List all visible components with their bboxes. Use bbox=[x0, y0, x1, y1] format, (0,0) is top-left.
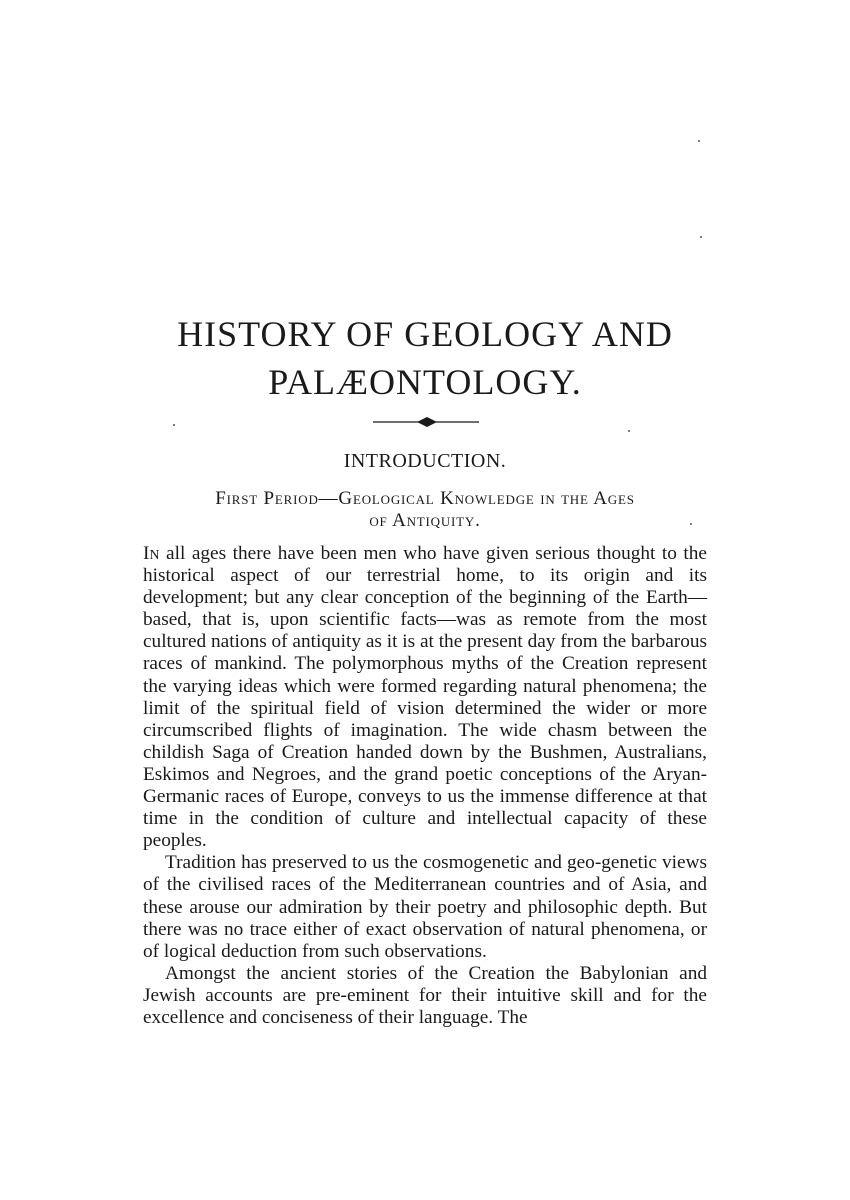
subheading-line-1: First Period—Geological Knowledge in the Ages bbox=[215, 488, 635, 509]
paragraph-3: Amongst the ancient stories of the Creation the Babylonian and Jewish accounts are pre-eminent for their intuitive skill and for the excellence and conciseness of their language. The bbox=[143, 962, 707, 1028]
paragraph-1-text: all ages there have been men who have given serious thought to the historical aspect of our terrestrial home, to its origin and its development; but any clear conception of the beginning of the Earth—based, that is, upon scientific facts—was as remote from the most cultured nations of antiquity as it is at the present day from the barbarous races of mankind. The polymorphous myths of the Creation represent the varying ideas which were formed regarding natural phenomena; the limit of the spiritual field of vision determined the wider or more circumscribed flights of imagination. The wide chasm between the childish Saga of Creation handed down by the Bushmen, Australians, Eskimos and Negroes, and the grand poetic conceptions of the Aryan-Germanic races of Europe, conveys to us the immense difference at that time in the condition of culture and intellectual capacity of these peoples. bbox=[143, 543, 707, 852]
print-speck bbox=[698, 140, 700, 142]
paragraph-2: Tradition has preserved to us the cosmogenetic and geo-genetic views of the civilised races of the Mediterranean countries and of Asia, and these arouse our admiration by their poetry and philosophic depth. But there was no trace either of exact observation of natural phenomena, or of logical deduction from such observations. bbox=[143, 852, 707, 962]
print-speck bbox=[628, 430, 630, 432]
title-line-2: PALÆONTOLOGY. bbox=[268, 362, 582, 402]
print-speck bbox=[173, 424, 175, 426]
section-heading: INTRODUCTION. bbox=[343, 450, 507, 472]
paragraph-lead-word: In bbox=[143, 543, 160, 564]
body-text bbox=[143, 543, 707, 1029]
print-speck bbox=[690, 523, 692, 525]
print-speck bbox=[700, 236, 702, 238]
rule-with-diamond-ornament-icon bbox=[373, 414, 479, 430]
title-line-1: HISTORY OF GEOLOGY AND bbox=[177, 314, 673, 354]
paragraph-1 bbox=[143, 543, 707, 852]
subheading-line-2: of Antiquity. bbox=[369, 510, 481, 531]
